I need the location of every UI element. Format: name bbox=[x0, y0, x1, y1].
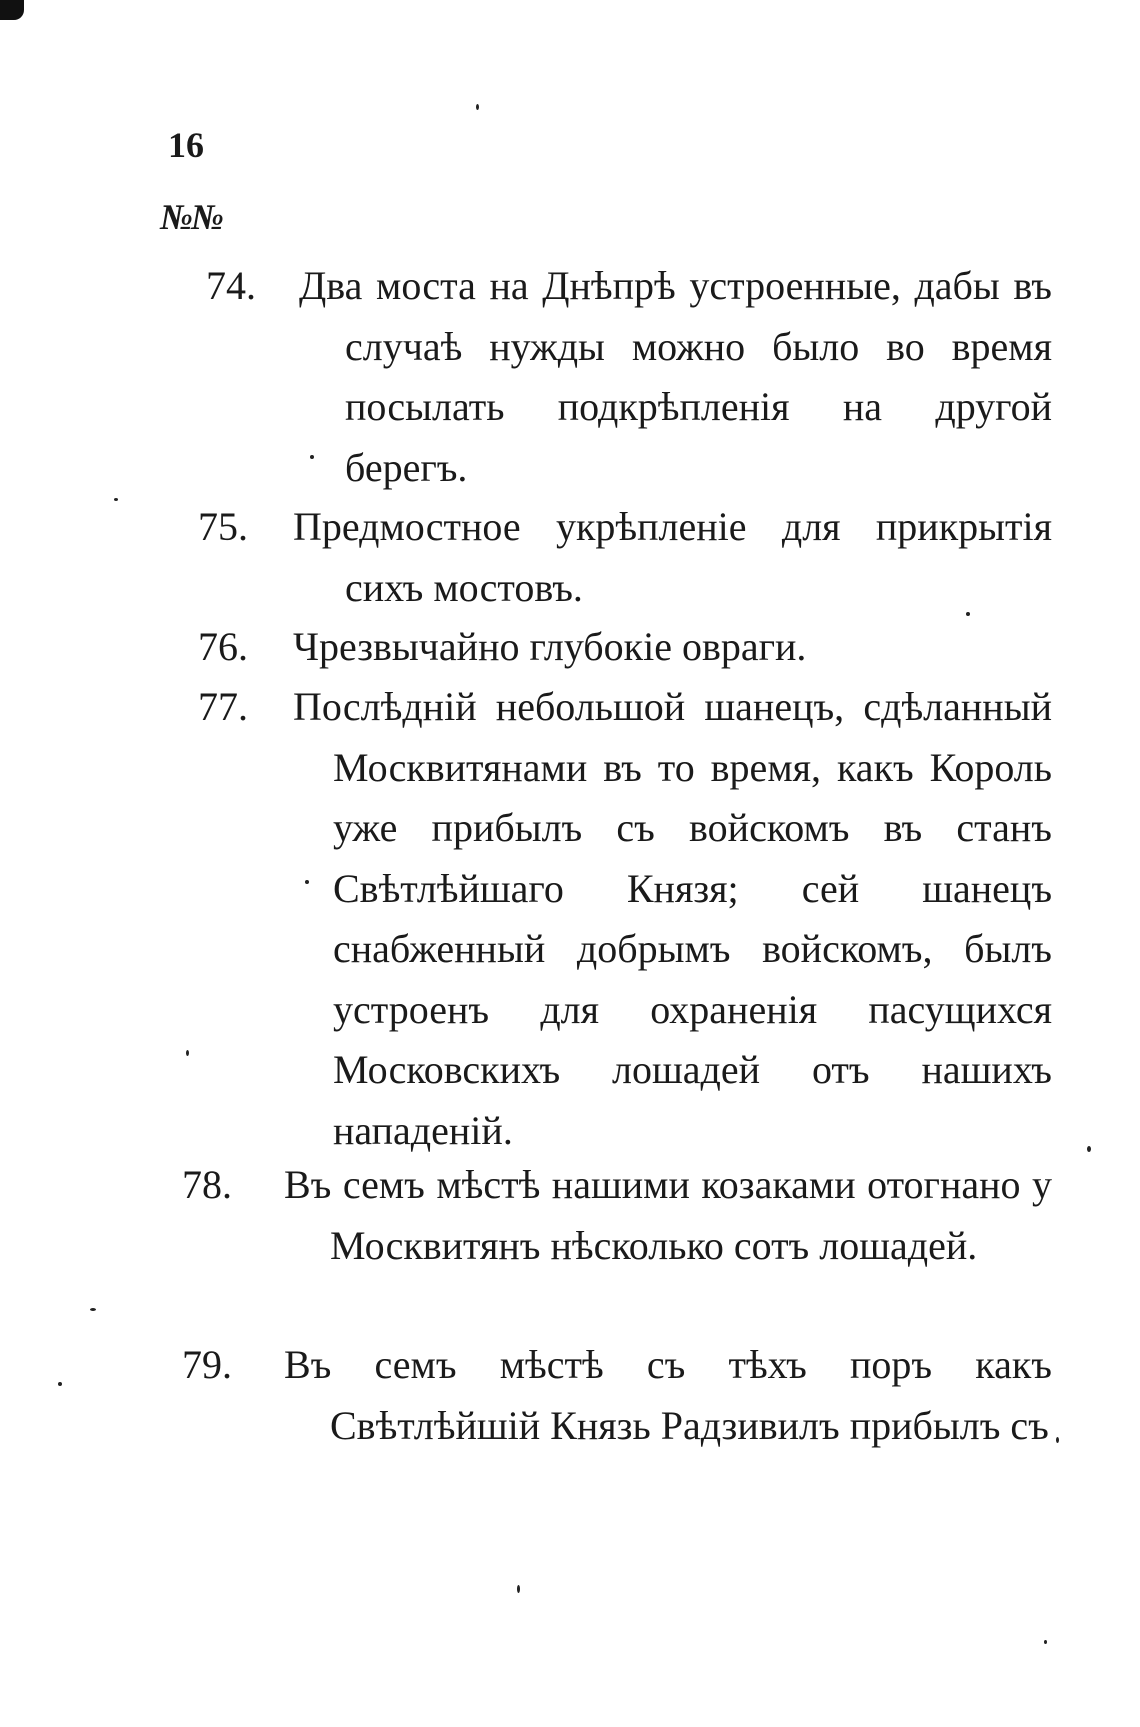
numero-sign: №№ bbox=[160, 197, 222, 237]
scan-speck bbox=[966, 612, 970, 616]
entry-text: Въ семъ мѣстѣ нашими козаками отогнано у Москвитянъ нѣсколько сотъ лошадей. bbox=[284, 1162, 1052, 1268]
entry-number: 78. bbox=[182, 1162, 232, 1207]
scan-speck bbox=[1044, 1640, 1047, 1644]
scan-speck bbox=[114, 498, 118, 501]
scan-speck bbox=[476, 104, 479, 110]
entry-number: 76. bbox=[198, 624, 248, 669]
scan-speck bbox=[310, 455, 314, 459]
page-number: 16 bbox=[168, 125, 204, 165]
scan-speck bbox=[1087, 1146, 1091, 1152]
entry-text: Послѣдній небольшой шанецъ, сдѣланный Москвитянами въ то время, какъ Король уже прибылъ съ войскомъ въ станъ Свѣтлѣйшаго Князя; сей шанецъ снабженный добрымъ войскомъ, былъ устроенъ для охраненія пасущихся Московскихъ лошадей отъ нашихъ нападеній. bbox=[293, 684, 1052, 1153]
entry-number: 74. bbox=[206, 263, 256, 308]
scan-speck bbox=[58, 1382, 62, 1386]
scan-speck bbox=[1056, 1437, 1059, 1443]
scan-speck bbox=[90, 1308, 96, 1311]
corner-ink-mark bbox=[0, 0, 24, 20]
entry-text: Въ семъ мѣстѣ съ тѣхъ поръ какъ Свѣтлѣйшій Князь Радзивилъ прибылъ съ bbox=[284, 1342, 1052, 1448]
entry-number: 77. bbox=[198, 684, 248, 729]
scan-speck bbox=[517, 1585, 520, 1593]
entry-number: 75. bbox=[198, 504, 248, 549]
entry-text: Два моста на Днѣпрѣ устроенные, дабы въ случаѣ нужды можно было во время посылать подкрѣпленія на другой берегъ. bbox=[299, 263, 1052, 490]
entry-number: 79. bbox=[182, 1342, 232, 1387]
entry-text: Чрезвычайно глубокіе овраги. bbox=[293, 624, 807, 669]
scan-speck bbox=[305, 880, 309, 884]
scan-speck bbox=[186, 1050, 189, 1056]
entry-text: Предмостное укрѣпленіе для прикрытія сихъ мостовъ. bbox=[293, 504, 1052, 610]
